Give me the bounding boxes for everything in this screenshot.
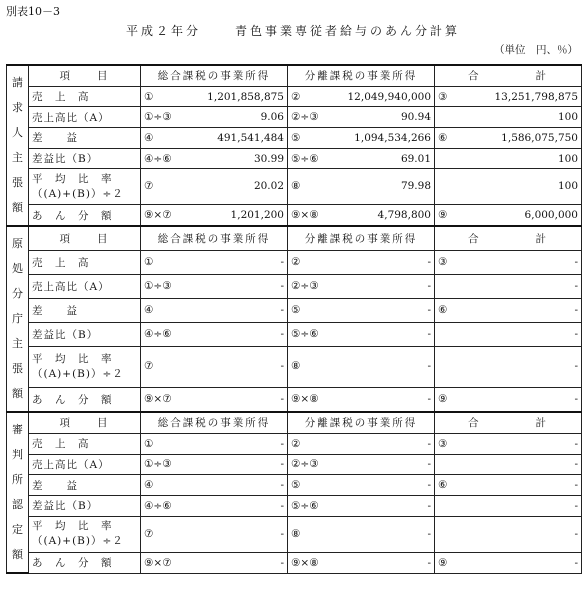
value-cell [435, 128, 582, 149]
header-sogo: 総合課税の事業所得 [141, 65, 288, 86]
side-label-char: 庁 [12, 312, 23, 325]
value-cell [435, 516, 582, 552]
cell-ref: ① [144, 256, 154, 269]
cell-value: - [280, 556, 284, 569]
value-cell [288, 251, 435, 275]
row-label: 売 上 高 [29, 86, 141, 107]
cell-value: 4,798,800 [377, 209, 431, 222]
cell-value: - [427, 499, 431, 512]
cell-value: 1,094,534,266 [354, 131, 431, 144]
row-label: 売 上 高 [29, 251, 141, 275]
cell-value: - [574, 458, 578, 471]
side-label-char: 張 [12, 362, 23, 375]
side-label-char: 原 [12, 237, 23, 250]
row-label: 差 益 [29, 128, 141, 149]
table-row [7, 552, 582, 573]
header-total-b: 計 [535, 233, 548, 245]
block-side-label [7, 65, 29, 226]
row-label: 差益比（B） [29, 495, 141, 516]
cell-ref: ③ [438, 90, 448, 103]
cell-ref: ⑨×⑧ [291, 393, 319, 406]
table-row [7, 205, 582, 226]
cell-value: - [574, 360, 578, 373]
value-cell [141, 516, 288, 552]
side-label-char: 請 [12, 76, 23, 89]
side-label-chars [7, 75, 28, 216]
header-total [435, 226, 582, 251]
side-label-char: 張 [12, 176, 23, 189]
cell-ref: ① [144, 437, 154, 450]
value-cell [288, 148, 435, 169]
table-row [7, 387, 582, 412]
value-cell [435, 387, 582, 412]
cell-ref: ⑦ [144, 527, 154, 540]
table-row [7, 475, 582, 496]
cell-value: 100 [557, 180, 578, 193]
row-label: 差 益 [29, 298, 141, 322]
cell-ref: ⑨ [438, 209, 448, 222]
cell-value: 20.02 [253, 180, 284, 193]
value-cell [141, 205, 288, 226]
header-total-a: 合 [468, 70, 481, 83]
value-cell [288, 387, 435, 412]
allocation-table [6, 64, 582, 574]
value-cell [435, 148, 582, 169]
cell-ref: ⑧ [291, 360, 301, 373]
side-label-char: 判 [12, 448, 23, 461]
cell-value: - [427, 556, 431, 569]
value-cell [435, 475, 582, 496]
cell-value: - [427, 256, 431, 269]
title-subject: 青色事業専従者給与のあん分計算 [235, 24, 461, 38]
cell-value: 491,541,484 [217, 131, 284, 144]
cell-ref: ② [291, 437, 301, 450]
cell-ref: ②÷③ [291, 458, 319, 471]
cell-ref: ④÷⑥ [144, 499, 172, 512]
header-sogo: 総合課税の事業所得 [141, 226, 288, 251]
cell-value: - [280, 458, 284, 471]
value-cell [435, 169, 582, 205]
header-total-a: 合 [468, 417, 481, 430]
cell-ref: ⑨×⑦ [144, 556, 172, 569]
value-cell [435, 107, 582, 128]
cell-ref: ⑨×⑦ [144, 209, 172, 222]
row-label: 売 上 高 [29, 433, 141, 454]
table-row [7, 251, 582, 275]
side-label-char: 処 [12, 262, 23, 275]
cell-ref: ⑤÷⑥ [291, 499, 319, 512]
side-label-char: 主 [12, 337, 23, 350]
cell-ref: ④ [144, 479, 154, 492]
cell-ref: ①÷③ [144, 111, 172, 124]
value-cell [141, 495, 288, 516]
header-bunri: 分離課税の事業所得 [288, 226, 435, 251]
cell-value: 1,201,200 [230, 209, 284, 222]
cell-value: 12,049,940,000 [347, 90, 431, 103]
block-side-label [7, 412, 29, 573]
side-label-chars [7, 236, 28, 402]
row-label: あ ん 分 額 [29, 205, 141, 226]
cell-value: - [427, 328, 431, 341]
page-title [0, 22, 586, 39]
value-cell [435, 495, 582, 516]
value-cell [141, 454, 288, 475]
cell-value: 100 [557, 152, 578, 165]
cell-value: 90.94 [400, 111, 431, 124]
cell-ref: ②÷③ [291, 111, 319, 124]
value-cell [141, 552, 288, 573]
header-row [7, 65, 582, 86]
cell-value: - [280, 479, 284, 492]
row-label: 差 益 [29, 475, 141, 496]
row-label-line2: （(A)+(B)）÷２ [32, 535, 124, 548]
cell-ref: ④÷⑥ [144, 328, 172, 341]
value-cell [288, 205, 435, 226]
table-row [7, 495, 582, 516]
table-row [7, 454, 582, 475]
cell-ref: ⑨×⑧ [291, 556, 319, 569]
cell-value: - [574, 437, 578, 450]
cell-value: 1,201,858,875 [207, 90, 284, 103]
cell-ref: ①÷③ [144, 280, 172, 293]
block-side-label [7, 226, 29, 412]
cell-value: 6,000,000 [524, 209, 578, 222]
row-label [29, 346, 141, 387]
header-total [435, 65, 582, 86]
row-label-line1: 平 均 比 率 [32, 172, 113, 185]
cell-value: - [280, 393, 284, 406]
row-label-line1: 平 均 比 率 [32, 520, 113, 533]
side-label-char: 主 [12, 151, 23, 164]
cell-value: - [280, 328, 284, 341]
value-cell [435, 86, 582, 107]
cell-ref: ④÷⑥ [144, 152, 172, 165]
cell-value: - [280, 437, 284, 450]
value-cell [435, 454, 582, 475]
cell-ref: ⑧ [291, 527, 301, 540]
side-label-char: 求 [12, 101, 23, 114]
value-cell [141, 322, 288, 346]
cell-ref: ⑧ [291, 180, 301, 193]
cell-value: - [574, 304, 578, 317]
value-cell [288, 107, 435, 128]
title-year: 平成２年分 [125, 24, 201, 38]
row-label [29, 169, 141, 205]
table-row [7, 274, 582, 298]
value-cell [435, 205, 582, 226]
table-body [7, 65, 582, 573]
value-cell [288, 346, 435, 387]
value-cell [141, 475, 288, 496]
value-cell [141, 298, 288, 322]
cell-value: - [574, 393, 578, 406]
header-sogo: 総合課税の事業所得 [141, 412, 288, 433]
side-label-char: 所 [12, 473, 23, 486]
cell-ref: ⑤ [291, 131, 301, 144]
table-row [7, 169, 582, 205]
cell-ref: ①÷③ [144, 458, 172, 471]
row-label-line1: 平 均 比 率 [32, 352, 113, 365]
row-label: 売上高比（A） [29, 274, 141, 298]
cell-value: - [280, 360, 284, 373]
cell-ref: ⑨×⑧ [291, 209, 319, 222]
cell-ref: ②÷③ [291, 280, 319, 293]
cell-value: - [280, 304, 284, 317]
cell-ref: ⑥ [438, 131, 448, 144]
header-item: 項 目 [29, 412, 141, 433]
value-cell [435, 552, 582, 573]
side-label-char: 認 [12, 498, 23, 511]
value-cell [141, 251, 288, 275]
cell-ref: ⑤÷⑥ [291, 152, 319, 165]
header-total-a: 合 [468, 233, 481, 245]
table-row [7, 346, 582, 387]
value-cell [288, 516, 435, 552]
cell-value: - [427, 437, 431, 450]
cell-value: - [427, 393, 431, 406]
value-cell [288, 86, 435, 107]
value-cell [141, 433, 288, 454]
side-label-char: 額 [12, 387, 23, 400]
unit-note: （単位 円、％） [494, 44, 578, 56]
value-cell [288, 128, 435, 149]
table-row [7, 322, 582, 346]
header-bunri: 分離課税の事業所得 [288, 412, 435, 433]
cell-value: - [574, 556, 578, 569]
value-cell [141, 107, 288, 128]
value-cell [288, 454, 435, 475]
cell-value: 79.98 [400, 180, 431, 193]
cell-ref: ② [291, 256, 301, 269]
side-label-char: 分 [12, 287, 23, 300]
header-row [7, 226, 582, 251]
value-cell [141, 346, 288, 387]
cell-value: - [427, 458, 431, 471]
side-label-chars [7, 422, 28, 563]
value-cell [141, 387, 288, 412]
side-label-char: 額 [12, 548, 23, 561]
row-label [29, 516, 141, 552]
table-row [7, 148, 582, 169]
cell-value: - [427, 527, 431, 540]
cell-value: - [427, 360, 431, 373]
table-row [7, 433, 582, 454]
cell-value: - [427, 280, 431, 293]
cell-ref: ⑤ [291, 479, 301, 492]
cell-ref: ⑦ [144, 180, 154, 193]
cell-value: - [280, 280, 284, 293]
cell-value: - [427, 479, 431, 492]
value-cell [288, 433, 435, 454]
value-cell [288, 169, 435, 205]
value-cell [435, 251, 582, 275]
cell-ref: ④ [144, 131, 154, 144]
cell-value: - [427, 304, 431, 317]
value-cell [141, 128, 288, 149]
row-label: 売上高比（A） [29, 454, 141, 475]
value-cell [435, 346, 582, 387]
cell-value: - [574, 328, 578, 341]
table-row [7, 86, 582, 107]
value-cell [288, 495, 435, 516]
value-cell [288, 274, 435, 298]
cell-ref: ④ [144, 304, 154, 317]
value-cell [288, 552, 435, 573]
cell-ref: ⑨ [438, 556, 448, 569]
value-cell [435, 298, 582, 322]
cell-ref: ⑦ [144, 360, 154, 373]
table-row [7, 128, 582, 149]
row-label-line2: （(A)+(B)）÷２ [32, 187, 124, 200]
cell-value: - [280, 499, 284, 512]
cell-value: 100 [557, 111, 578, 124]
row-label: あ ん 分 額 [29, 387, 141, 412]
cell-value: - [574, 479, 578, 492]
header-item: 項 目 [29, 65, 141, 86]
cell-value: - [280, 527, 284, 540]
header-total [435, 412, 582, 433]
cell-value: 9.06 [260, 111, 284, 124]
cell-value: - [280, 256, 284, 269]
header-bunri: 分離課税の事業所得 [288, 65, 435, 86]
cell-ref: ⑨ [438, 393, 448, 406]
cell-ref: ③ [438, 437, 448, 450]
table-row [7, 107, 582, 128]
value-cell [288, 322, 435, 346]
cell-value: 13,251,798,875 [494, 90, 578, 103]
row-label-line2: （(A)+(B)）÷２ [32, 367, 124, 380]
cell-ref: ② [291, 90, 301, 103]
header-row [7, 412, 582, 433]
value-cell [141, 169, 288, 205]
cell-value: - [574, 256, 578, 269]
cell-value: 1,586,075,750 [501, 131, 578, 144]
value-cell [435, 274, 582, 298]
cell-value: 69.01 [400, 152, 431, 165]
cell-value: - [574, 527, 578, 540]
cell-ref: ⑤ [291, 304, 301, 317]
value-cell [141, 148, 288, 169]
header-total-b: 計 [535, 417, 548, 430]
table-row [7, 298, 582, 322]
cell-ref: ① [144, 90, 154, 103]
side-label-char: 審 [12, 423, 23, 436]
value-cell [435, 433, 582, 454]
value-cell [435, 322, 582, 346]
cell-ref: ⑥ [438, 304, 448, 317]
cell-ref: ⑥ [438, 479, 448, 492]
row-label: 売上高比（A） [29, 107, 141, 128]
cell-value: - [574, 499, 578, 512]
value-cell [288, 298, 435, 322]
value-cell [141, 274, 288, 298]
header-total-b: 計 [535, 70, 548, 83]
side-label-char: 人 [12, 126, 23, 139]
row-label: 差益比（B） [29, 322, 141, 346]
cell-ref: ③ [438, 256, 448, 269]
side-label-char: 定 [12, 523, 23, 536]
appendix-tag: 別表10－3 [6, 5, 60, 18]
cell-value: - [574, 280, 578, 293]
row-label: 差益比（B） [29, 148, 141, 169]
value-cell [141, 86, 288, 107]
cell-value: 30.99 [253, 152, 284, 165]
side-label-char: 額 [12, 201, 23, 214]
value-cell [288, 475, 435, 496]
table-row [7, 516, 582, 552]
cell-ref: ⑤÷⑥ [291, 328, 319, 341]
cell-ref: ⑨×⑦ [144, 393, 172, 406]
row-label: あ ん 分 額 [29, 552, 141, 573]
header-item: 項 目 [29, 226, 141, 251]
